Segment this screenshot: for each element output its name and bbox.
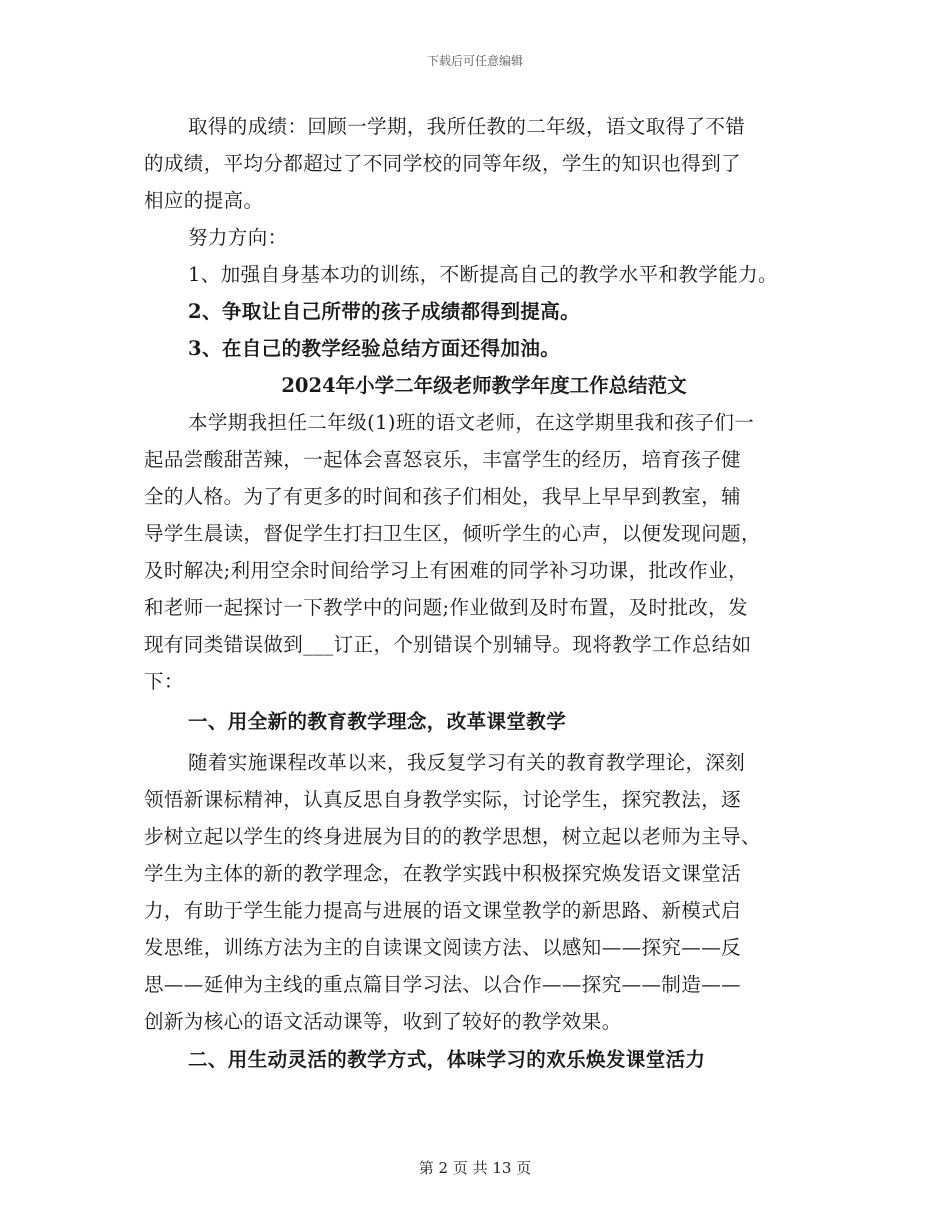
- list-item: 3、在自己的教学经验总结方面还得加油。: [188, 337, 561, 360]
- section-heading-2: 二、用生动灵活的教学方式，体味学习的欢乐焕发课堂活力: [188, 1048, 706, 1071]
- paragraph-line: 领悟新课标精神，认真反思自身教学实际，讨论学生，探究教法，逐: [144, 788, 742, 811]
- article-title: 2024年小学二年级老师教学年度工作总结范文: [281, 374, 687, 397]
- paragraph-line: 力，有助于学生能力提高与进展的语文课堂教学的新思路、新模式启: [144, 899, 742, 922]
- paragraph-line: 创新为核心的语文活动课等，收到了较好的教学效果。: [144, 1010, 622, 1033]
- section-heading-1: 一、用全新的教育教学理念，改革课堂教学: [188, 710, 567, 733]
- paragraph-line: 努力方向：: [188, 226, 288, 249]
- paragraph-line: 相应的提高。: [144, 189, 264, 212]
- paragraph-line: 步树立起以学生的终身进展为目的的教学思想，树立起以老师为主导、: [144, 825, 761, 848]
- list-item: 1、加强自身基本功的训练，不断提高自己的教学水平和教学能力。: [188, 263, 778, 286]
- document-body: [144, 108, 824, 1080]
- paragraph-line: 学生为主体的新的教学理念，在教学实践中积极探究焕发语文课堂活: [144, 862, 742, 885]
- paragraph-line: 的成绩，平均分都超过了不同学校的同等年级，学生的知识也得到了: [144, 152, 742, 175]
- paragraph-line: 思——延伸为主线的重点篇目学习法、以合作——探究——制造——: [144, 973, 742, 996]
- list-item: 2、争取让自己所带的孩子成绩都得到提高。: [188, 300, 581, 323]
- paragraph-line: 导学生晨读，督促学生打扫卫生区，倾听学生的心声，以便发现问题，: [144, 522, 761, 545]
- page-number: 第 2 页 共 13 页: [418, 1159, 532, 1177]
- page-header-note: 下载后可任意编辑: [426, 54, 523, 68]
- paragraph-line: 下：: [144, 670, 184, 693]
- paragraph-line: 本学期我担任二年级(1)班的语文老师，在这学期里我和孩子们一: [188, 411, 755, 434]
- paragraph-line: 起品尝酸甜苦辣，一起体会喜怒哀乐，丰富学生的经历，培育孩子健: [144, 448, 742, 471]
- paragraph-line: 现有同类错误做到___订正，个别错误个别辅导。现将教学工作总结如: [144, 633, 752, 656]
- paragraph-line: 发思维，训练方法为主的自读课文阅读方法、以感知——探究——反: [144, 936, 742, 959]
- paragraph-line: 随着实施课程改革以来，我反复学习有关的教育教学理论，深刻: [188, 751, 746, 774]
- paragraph-line: 取得的成绩：回顾一学期，我所任教的二年级，语文取得了不错: [188, 115, 746, 138]
- paragraph-line: 和老师一起探讨一下教学中的问题;作业做到及时布置，及时批改，发: [144, 596, 748, 619]
- paragraph-line: 全的人格。为了有更多的时间和孩子们相处，我早上早早到教室，辅: [144, 485, 742, 508]
- paragraph-line: 及时解决;利用空余时间给学习上有困难的同学补习功课，批改作业，: [144, 559, 748, 582]
